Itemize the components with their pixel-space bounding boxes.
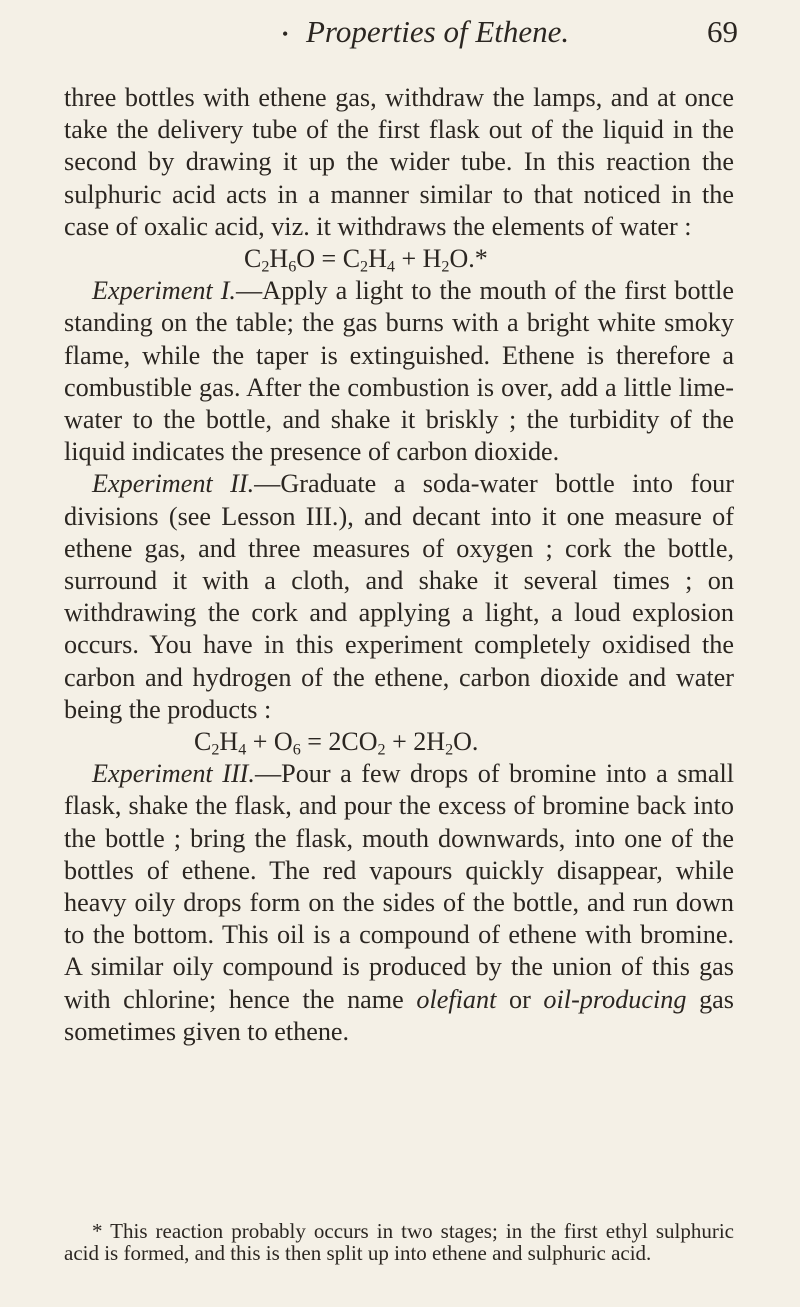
running-title: • Properties of Ethene.: [306, 14, 569, 50]
running-header: [0, 14, 800, 58]
experiment-3-heading: Experiment III.: [92, 759, 255, 789]
page-number: 69: [707, 14, 738, 49]
paragraph-continuation: three bottles with ethene gas, withdraw the lamps, and at once take the delivery tube of the first flask out of the liquid in the second by drawing it up the wider tube. In this reaction the sulphuric acid acts in a manner similar to that noticed in the case of oxalic acid, viz. it withdraws the elements of water :: [64, 83, 734, 241]
experiment-1-heading: Experiment I.: [92, 276, 236, 306]
experiment-3: Experiment III.—Pour a few drops of bromine into a small flask, shake the flask, and pour the excess of bromine back into the bottle ; bring the flask, mouth downwards, into one of the bottles of ethene. The red vapours quickly disappear, while heavy oily drops form on the sides of the bottle, and run down to the bottom. This oil is a compound of ethene with bromine. A similar oily compound is produced by the union of this gas with chlorine; hence the name olefiant or oil-producing gas sometimes given to ethene.: [64, 759, 734, 1046]
chemical-equation-2: $C_2H_4 + O_6 = 2CO_2 + 2H_2O$.: [194, 727, 479, 759]
page-body: [64, 82, 734, 1048]
chemical-equation-1: $C_2H_6O = C_2H_4 + H_2O.*$: [244, 244, 488, 276]
experiment-2: Experiment II.—Graduate a soda-water bottle into four divisions (see Lesson III.), and decant into it one measure of ethene gas, and three measures of oxygen ; cork the bottle, surround it with a cloth, and shake it several times ; on withdrawing the cork and applying a light, a loud explosion occurs. You have in this experiment completely oxidised the carbon and hydrogen of the ethene, carbon dioxide and water being the products :: [64, 469, 734, 724]
experiment-1: Experiment I.—Apply a light to the mouth of the first bottle standing on the table; the gas burns with a bright white smoky flame, while the taper is extinguished. Ethene is therefore a combustible gas. After the combustion is over, add a little lime-water to the bottle, and shake it briskly ; the turbidity of the liquid indicates the presence of carbon dioxide.: [64, 276, 734, 467]
footnote: * This reaction probably occurs in two stages; in the first ethyl sulphuric acid is formed, and this is then split up into ethene and sulphuric acid.: [64, 1219, 734, 1265]
experiment-2-heading: Experiment II.: [92, 469, 255, 499]
